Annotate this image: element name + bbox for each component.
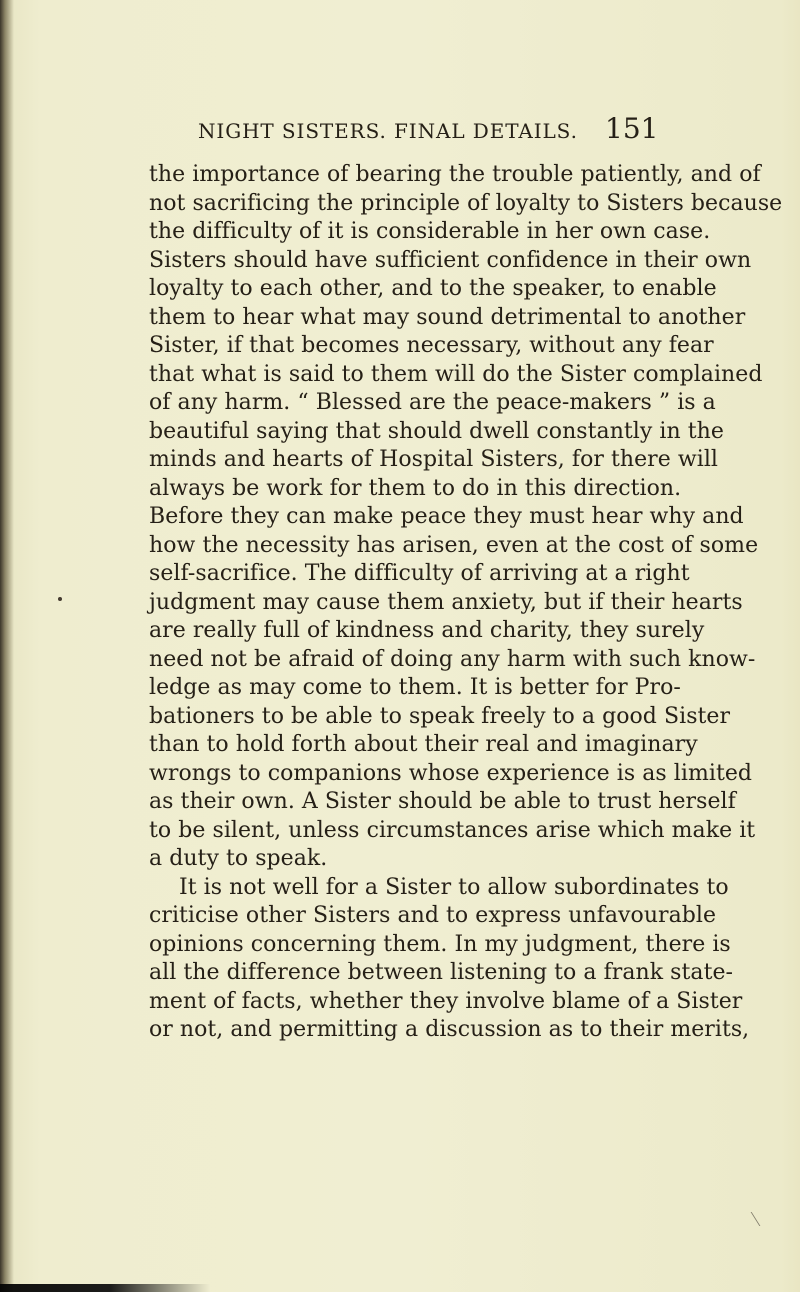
text-line: than to hold forth about their real and imaginary — [149, 732, 698, 757]
text-line: a duty to speak. — [149, 846, 328, 871]
text-line: bationers to be able to speak freely to a good Sister — [149, 703, 731, 729]
text-line: Before they can make peace they must hear why and — [149, 504, 744, 529]
text-line: self-sacrifice. The difficulty of arriving at a right — [149, 561, 690, 586]
text-line: wrongs to companions whose experience is as limited — [149, 760, 753, 786]
page-number: 151 — [605, 112, 659, 145]
text-line: ledge as may come to them. It is better for Pro- — [149, 675, 681, 700]
text-line: It is not well for a Sister to allow subordinates to — [179, 874, 729, 900]
text-line: are really full of kindness and charity, they surely — [149, 618, 705, 643]
text-line: judgment may cause them anxiety, but if their hearts — [149, 589, 743, 615]
text-line: or not, and permitting a discussion as to their merits, — [149, 1017, 750, 1042]
text-line: to be silent, unless circumstances arise which make it — [149, 817, 756, 843]
text-line: minds and hearts of Hospital Sisters, for there will — [149, 447, 718, 472]
page-spine-shadow — [0, 0, 14, 1292]
bottom-edge-shadow — [0, 1284, 210, 1292]
text-line: Sisters should have sufficient confidence in their own — [149, 247, 752, 273]
running-head: NIGHT SISTERS. FINAL DETAILS. — [198, 119, 578, 143]
text-line: beautiful saying that should dwell constantly in the — [149, 418, 724, 444]
text-line: Sister, if that becomes necessary, without any fear — [149, 333, 714, 358]
text-line: ment of facts, whether they involve blame of a Sister — [149, 988, 743, 1014]
text-line: all the difference between listening to a frank state- — [149, 960, 734, 985]
text-line: always be work for them to do in this direction. — [149, 475, 682, 501]
text-line: them to hear what may sound detrimental to another — [149, 304, 746, 330]
margin-mark — [58, 597, 62, 601]
text-line: loyalty to each other, and to the speaker, to enable — [149, 276, 717, 301]
page-header — [180, 112, 660, 152]
text-line: not sacrificing the principle of loyalty to Sisters because — [149, 190, 783, 216]
text-line: as their own. A Sister should be able to trust herself — [149, 789, 736, 814]
text-line: need not be afraid of doing any harm with such know- — [149, 646, 756, 672]
text-line: of any harm. “ Blessed are the peace-makers ” is a — [149, 390, 716, 415]
pencil-mark — [751, 1212, 771, 1226]
text-line: opinions concerning them. In my judgment, there is — [149, 931, 731, 957]
body-text — [149, 161, 783, 1045]
text-line: that what is said to them will do the Sister complained — [149, 361, 763, 387]
text-line: criticise other Sisters and to express unfavourable — [149, 903, 717, 928]
text-line: the difficulty of it is considerable in her own case. — [149, 219, 711, 244]
text-line: how the necessity has arisen, even at the cost of some — [149, 532, 759, 558]
text-line: the importance of bearing the trouble patiently, and of — [149, 162, 761, 187]
